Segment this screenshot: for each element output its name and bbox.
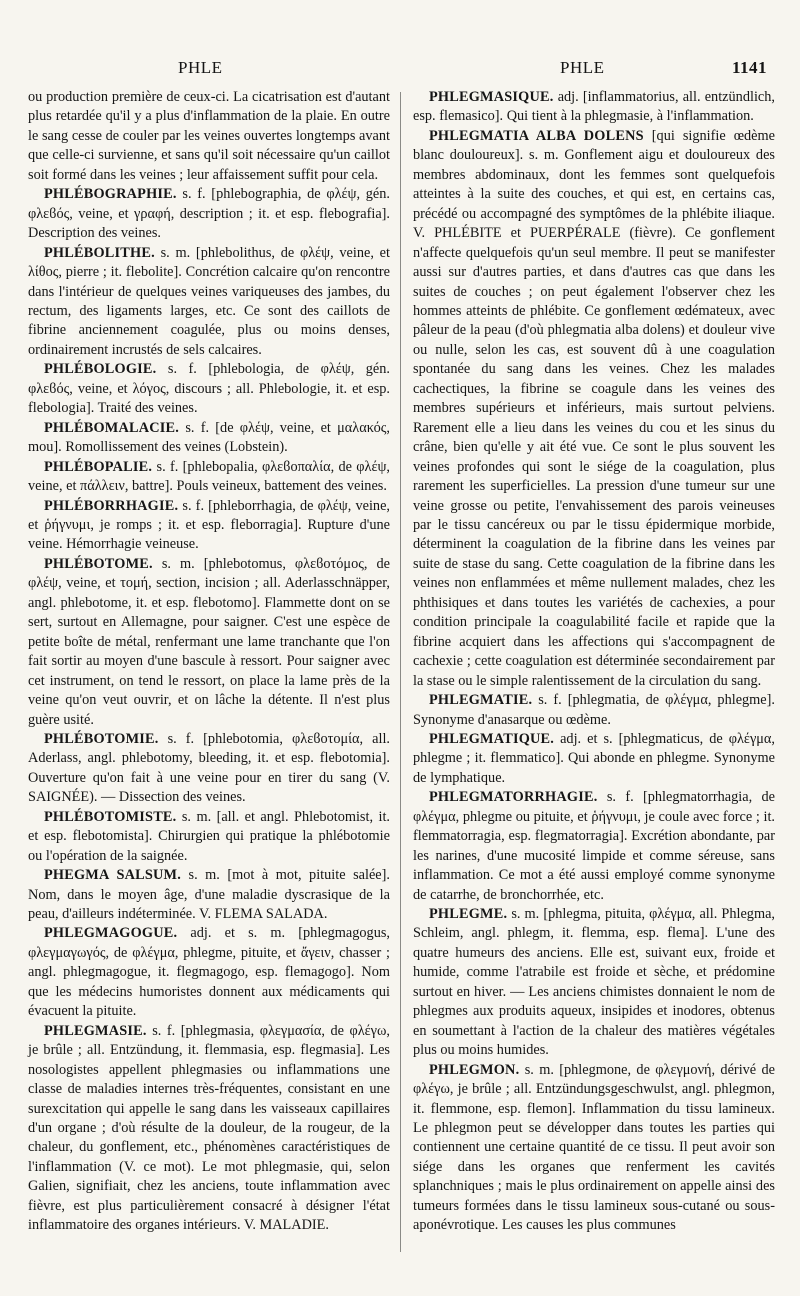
- entry: [28, 497, 390, 555]
- right-running-head: PHLE: [560, 58, 605, 77]
- entry: [28, 808, 390, 866]
- entry: [28, 866, 390, 924]
- entry: [28, 419, 390, 458]
- entry-headword: PHLEGMATIQUE.: [429, 730, 555, 747]
- entry-text: s. m. [phlebolithus, de φλέψ, veine, et λίθος, pierre ; it. flebolite]. Concrétion calcaire qu'on rencontre dans l'intérieur de quelques veines variqueuses des jambes, du rectum, des ligaments larges, etc. Ce sont des caillots de fibrine anciennement coagulée, plus ou moins denses, ordinairement incrustés de sels calcaires.: [28, 244, 390, 358]
- entry-text: [qui signifie œdème blanc douloureux]. s. m. Gonflement aigu et douloureux des membres abdominaux, dont les femmes sont quelquefois atteintes à la suite des couches, et qui est, en certains cas, précédé ou accompagné des symptômes de la phlébite iliaque. V. PHLÉBITE et PUERPÉRALE (fièvre). Ce gonflement n'affecte quelquefois qu'un seul membre. Il peut se manifester aussi sur d'autres parties, et dans d'autres cas que dans les suites de couches ; on peut également l'observer chez les hommes atteints de phlébite. Ce gonflement œdémateux, avec pâleur de la peau (d'où phlegmatia alba dolens) et douleur vive ou nulle, selon les cas, est souvent dû à une coagulation spontanée du sang dans les veines. Chez les malades cachectiques, la fibrine se coagule dans les veines des membres supérieurs et inférieurs, mais surtout pelviens. Rarement elle a lieu dans les veines du cou et les sinus du crâne, bien qu'elle y ait été vue. Ce sont le plus souvent les veines profondes qui sont le siége de la coagulation, plus rarement les superficielles. La pression d'une tumeur sur une veine grosse ou petite, l'envahissement des parois veineuses par le tissu cancéreux ou par le tissu épidermique morbide, déterminent la coagulation de la fibrine dans les veines par suite de stase du sang. Cette coagulation de la fibrine dans les veines non enflammées et même nullement malades, chez les phthisiques et dans toutes les variétés de cachexies, a pour condition principale la coagulabilité facile et rapide que la fibrine acquiert dans les affections qui s'accompagnent de cachexie ; cette coagulation est déterminée secondairement par la stase ou le simple ralentissement de la circulation du sang.: [413, 127, 775, 689]
- entry-text: s. m. [all. et angl. Phlebotomist, it. et esp. flebotomista]. Chirurgien qui pratique la phlébotomie ou l'opération de la saignée.: [28, 808, 390, 864]
- entry-headword: PHLEGMASIQUE.: [429, 89, 554, 105]
- entry-headword: PHLÉBORRHAGIE.: [44, 497, 179, 514]
- entry: [28, 555, 390, 730]
- right-column: [413, 88, 775, 1236]
- entry-headword: PHLÉBOPALIE.: [44, 458, 153, 475]
- entry: [413, 788, 775, 905]
- entry-text: s. f. [phlegmatorrhagia, de φλέγμα, phlegme ou pituite, et ῥήγνυμι, je coule avec force ; it. flemmatorragia, esp. flegmatorragia]. Excrétion abondante, par les narines, d'une mucosité limpide et comme séreuse, sans inflammation. Ce mot a été aussi employé comme synonyme de catarrhe, de bronchorrhée, etc.: [413, 789, 775, 903]
- entry-headword: PHLÉBOMALACIE.: [44, 419, 180, 436]
- entry: [28, 88, 390, 185]
- entry-headword: PHLEGMASIE.: [44, 1022, 147, 1039]
- entry-text: ou production première de ceux-ci. La cicatrisation est d'autant plus retardée qu'il y a plus d'inflammation de la plaie. En outre le sang cesse de couler par les veines ouvertes longtemps avant que celle-ci survienne, et sans qu'il soit nécessaire qu'un caillot soit formé dans les veines ; leur affaissement suffit pour cela.: [28, 89, 390, 183]
- entry: [28, 1022, 390, 1236]
- entry-text: s. f. [phlebotomia, φλεϐοτομία, all. Aderlass, angl. phlebotomy, bleeding, it. et esp. flebotomia]. Ouverture qu'on fait à une veine pour en tirer du sang (V. SAIGNÉE). — Dissection des veines.: [28, 730, 390, 806]
- entry-headword: PHLEGMAGOGUE.: [44, 925, 178, 942]
- entry-text: adj. et s. [phlegmaticus, de φλέγμα, phlegme ; it. flemmatico]. Qui abonde en phlegme. Synonyme de lymphatique.: [413, 730, 775, 786]
- entry-text: s. f. [de φλέψ, veine, et μαλακός, mou]. Romollissement des veines (Lobstein).: [28, 419, 390, 456]
- entry-text: s. m. [phlebotomus, φλεϐοτόμος, de φλέψ, veine, et τομή, section, incision ; all. Aderlasschnäpper, angl. phlebotome, it. et esp. flebotomo]. Flammette dont on se sert, surtout en Allemagne, pour saigner. C'est une espèce de petite boîte de métal, renfermant une lame tranchante que l'on fait sortir au moyen d'une bascule à ressort. Pour saigner avec cet instrument, on tend le ressort, on place la lame près de la veine qu'on veut ouvrir, et on lâche la détente. Il n'est plus guère usité.: [28, 555, 390, 728]
- column-divider: [400, 92, 401, 1252]
- entry: [28, 244, 390, 361]
- entry-text: adj. et s. m. [phlegmagogus, φλεγμαγωγός, de φλέγμα, phlegme, pituite, et ἄγειν, chasser ; angl. phlegmagogue, it. flegmagogo, esp. flemagogo]. Nom que les médecins humoristes donnent aux médicaments qui évacuent la pituite.: [28, 925, 390, 1020]
- entry: [28, 458, 390, 497]
- entry-text: s. m. [phlegma, pituita, φλέγμα, all. Phlegma, Schleim, angl. phlegm, it. flemma, esp. flema]. L'une des quatre humeurs des anciens. Elle est, suivant eux, froide et humide, comme l'atrabile est froide et sèche, et prédomine surtout en hiver. — Les anciens chimistes donnaient le nom de phlegmes aux produits aqueux, insipides et inodores, obtenus en soumettant à l'action de la chaleur des matières végétales plus ou moins humides.: [413, 906, 775, 1059]
- entry-headword: PHLEGMATIA ALBA DOLENS: [429, 127, 644, 144]
- entry-headword: PHEGMA SALSUM.: [44, 867, 182, 884]
- entry-text: s. m. [phlegmone, de φλεγμονή, dérivé de φλέγω, je brûle ; all. Entzündungsgeschwulst, angl. phlegmon, it. flemmone, esp. flemon]. Inflammation du tissu lamineux. Le phlegmon peut se développer dans toutes les parties qui contiennent une certaine quantité de ce tissu. Il peut avoir son siége dans les organes que renferment les cavités splanchniques ; mais le plus ordinairement on appelle ainsi des tumeurs formées dans le tissu lamineux sous-cutané ou sous-aponévrotique. Les causes les plus communes: [413, 1061, 775, 1234]
- left-running-head: PHLE: [178, 58, 223, 77]
- entry: [28, 360, 390, 418]
- entry: [413, 1061, 775, 1236]
- page-number: 1141: [732, 58, 768, 77]
- entry: [413, 691, 775, 730]
- entry: [413, 127, 775, 691]
- entry-headword: PHLÉBOLOGIE.: [44, 361, 157, 378]
- entry-headword: PHLÉBOLITHE.: [44, 244, 155, 261]
- entry-text: s. f. [phlegmatia, de φλέγμα, phlegme]. Synonyme d'anasarque ou œdème.: [413, 692, 775, 728]
- entry-headword: PHLEGMON.: [429, 1061, 520, 1078]
- entry: [413, 905, 775, 1061]
- entry-headword: PHLÉBOTOMISTE.: [44, 808, 177, 825]
- entry: [413, 730, 775, 788]
- entry: [28, 730, 390, 808]
- entry-text: s. f. [phlegmasia, φλεγμασία, de φλέγω, je brûle ; all. Entzündung, it. flemmasia, esp. flegmasia]. Les nosologistes appellent phlegmasies ou inflammations une classe de maladies internes très-fréquentes, consistant en une surexcitation qui appelle le sang dans les vaisseaux capillaires d'un organe ; d'où résulte de la douleur, de la rougeur, de la chaleur, du gonflement, etc., phénomènes caractéristiques de l'inflammation (V. ce mot). Le mot phlegmasie, qui, selon Galien, signifiait, chez les anciens, toute inflammation avec fièvre, est plus particulièrement consacré à désigner l'état inflammatoire des organes intérieurs. V. MALADIE.: [28, 1022, 390, 1234]
- left-column: [28, 88, 390, 1236]
- entry: [28, 185, 390, 243]
- entry-headword: PHLÉBOTOME.: [44, 555, 153, 572]
- entry-text: adj. [inflammatorius, all. entzündlich, esp. flemasico]. Qui tient à la phlegmasie, à l'inflammation.: [413, 89, 775, 125]
- entry-text: s. m. [mot à mot, pituite salée]. Nom, dans le moyen âge, d'une maladie dyscrasique de la peau, d'ailleurs indéterminée. V. FLEMA SALADA.: [28, 867, 390, 923]
- entry-headword: PHLÉBOTOMIE.: [44, 730, 159, 747]
- entry-headword: PHLEGME.: [429, 906, 508, 923]
- entry-headword: PHLEGMATIE.: [429, 692, 533, 709]
- entry-headword: PHLEGMATORRHAGIE.: [429, 789, 598, 806]
- entry-text: s. f. [phlebopalia, φλεϐοπαλία, de φλέψ, veine, et πάλλειν, battre]. Pouls veineux, battement des veines.: [28, 458, 390, 495]
- entry-text: s. f. [phleborrhagia, de φλέψ, veine, et ῥήγνυμι, je romps ; it. et esp. fleborragia]. Rupture d'une veine. Hémorrhagie veineuse.: [28, 497, 390, 553]
- entry: [413, 88, 775, 127]
- entry-text: s. f. [phlebologia, de φλέψ, gén. φλεϐός, veine, et λόγος, discours ; all. Phlebologie, it. et esp. flebologia]. Traité des veines.: [28, 361, 390, 417]
- entry: [28, 924, 390, 1021]
- entry-headword: PHLÉBOGRAPHIE.: [44, 186, 177, 203]
- entry-text: s. f. [phlebographia, de φλέψ, gén. φλεϐός, veine, et γραφή, description ; it. et esp. flebografia]. Description des veines.: [28, 186, 390, 242]
